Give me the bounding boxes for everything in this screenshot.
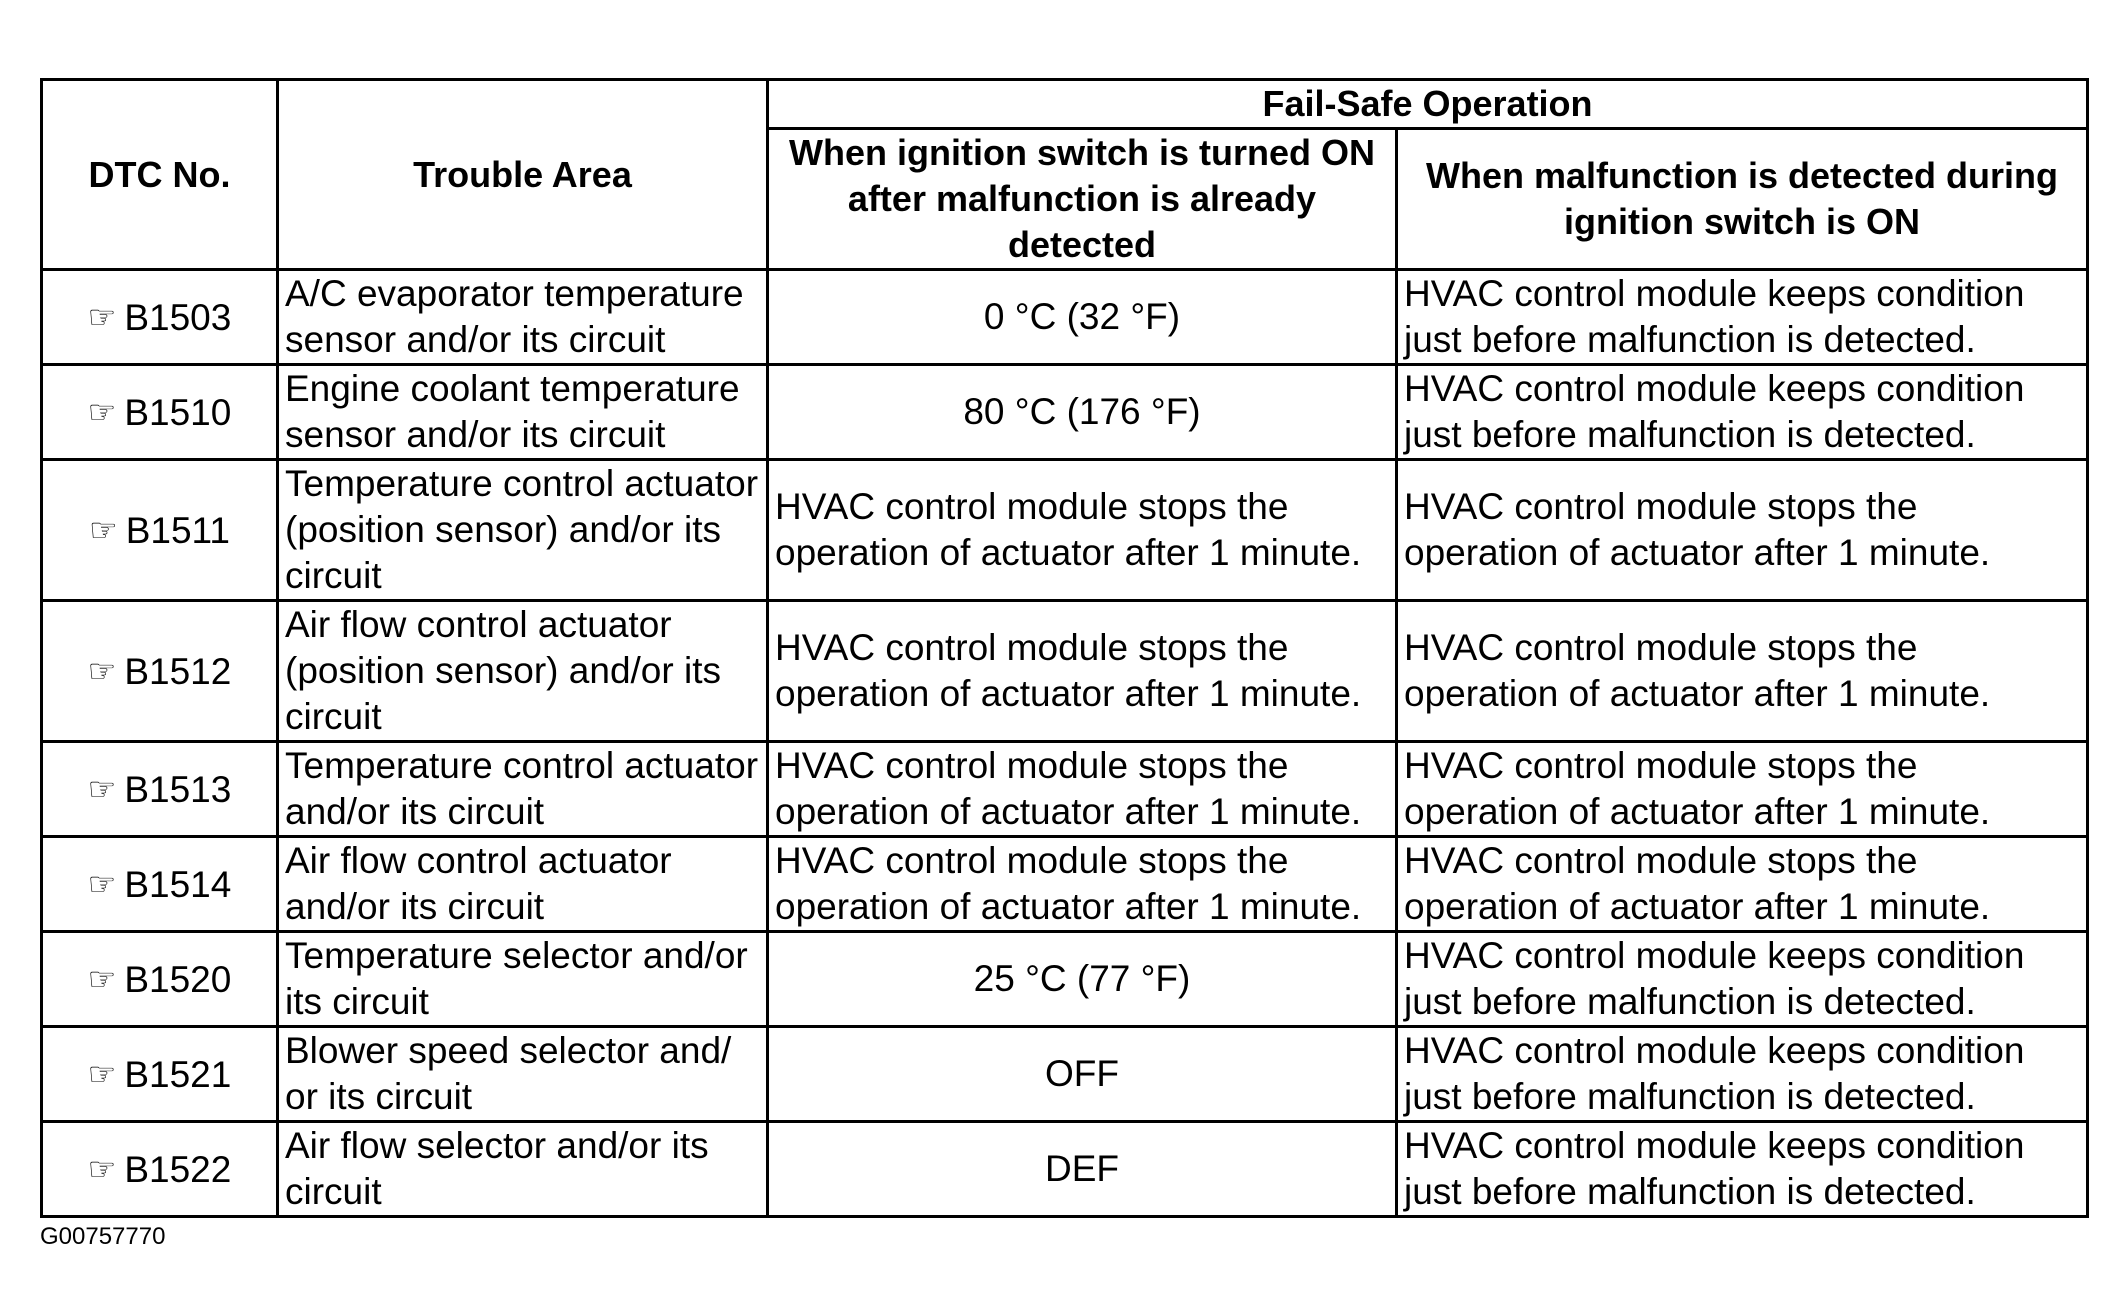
dtc-cell[interactable] <box>42 742 278 837</box>
fail-safe-during-on-cell: HVAC control module stops the operation of actuator after 1 minute. <box>1397 460 2088 601</box>
dtc-code: B1522 <box>124 1148 232 1190</box>
trouble-area-cell: Blower speed selector and/ or its circuit <box>278 1027 768 1122</box>
fail-safe-during-on-cell: HVAC control module keeps condition just before malfunction is detected. <box>1397 365 2088 460</box>
pointing-hand-icon: ☞ <box>87 770 117 807</box>
dtc-code: B1503 <box>124 296 232 338</box>
table-row <box>42 365 2088 460</box>
table-row <box>42 1027 2088 1122</box>
fail-safe-during-on-cell: HVAC control module stops the operation of actuator after 1 minute. <box>1397 601 2088 742</box>
dtc-cell[interactable] <box>42 460 278 601</box>
fail-safe-during-on-cell: HVAC control module keeps condition just before malfunction is detected. <box>1397 932 2088 1027</box>
pointing-hand-icon: ☞ <box>87 652 117 689</box>
dtc-cell[interactable] <box>42 601 278 742</box>
fail-safe-on-after-cell: DEF <box>768 1122 1397 1217</box>
header-when-on-after-malfunction: When ignition switch is turned ON after malfunction is already detected <box>768 129 1397 270</box>
pointing-hand-icon: ☞ <box>87 960 117 997</box>
fail-safe-during-on-cell: HVAC control module keeps condition just before malfunction is detected. <box>1397 1027 2088 1122</box>
fail-safe-during-on-cell: HVAC control module stops the operation of actuator after 1 minute. <box>1397 742 2088 837</box>
table-row <box>42 460 2088 601</box>
dtc-cell[interactable] <box>42 365 278 460</box>
dtc-code: B1514 <box>124 863 232 905</box>
fail-safe-on-after-cell: 80 °C (176 °F) <box>768 365 1397 460</box>
header-dtc-no: DTC No. <box>42 80 278 270</box>
dtc-cell[interactable] <box>42 932 278 1027</box>
table-row <box>42 742 2088 837</box>
trouble-area-cell: Engine coolant temperature sensor and/or its circuit <box>278 365 768 460</box>
trouble-area-cell: A/C evaporator temperature sensor and/or its circuit <box>278 270 768 365</box>
fail-safe-during-on-cell: HVAC control module keeps condition just before malfunction is detected. <box>1397 270 2088 365</box>
fail-safe-table <box>40 78 2089 1218</box>
table-row <box>42 1122 2088 1217</box>
fail-safe-on-after-cell: 0 °C (32 °F) <box>768 270 1397 365</box>
table-row <box>42 837 2088 932</box>
dtc-cell[interactable] <box>42 270 278 365</box>
fail-safe-on-after-cell: OFF <box>768 1027 1397 1122</box>
fail-safe-on-after-cell: 25 °C (77 °F) <box>768 932 1397 1027</box>
pointing-hand-icon: ☞ <box>89 511 118 548</box>
trouble-area-cell: Temperature control actuator (position sensor) and/or its circuit <box>278 460 768 601</box>
fail-safe-on-after-cell: HVAC control module stops the operation of actuator after 1 minute. <box>768 742 1397 837</box>
table-row <box>42 932 2088 1027</box>
trouble-area-cell: Air flow selector and/or its circuit <box>278 1122 768 1217</box>
dtc-code: B1513 <box>124 768 232 810</box>
pointing-hand-icon: ☞ <box>87 1150 117 1187</box>
header-fail-safe-operation: Fail-Safe Operation <box>768 80 2088 129</box>
fail-safe-on-after-cell: HVAC control module stops the operation of actuator after 1 minute. <box>768 837 1397 932</box>
pointing-hand-icon: ☞ <box>87 298 117 335</box>
fail-safe-during-on-cell: HVAC control module keeps condition just before malfunction is detected. <box>1397 1122 2088 1217</box>
dtc-code: B1521 <box>124 1053 232 1095</box>
fail-safe-on-after-cell: HVAC control module stops the operation of actuator after 1 minute. <box>768 460 1397 601</box>
header-trouble-area: Trouble Area <box>278 80 768 270</box>
dtc-code: B1520 <box>124 958 232 1000</box>
trouble-area-cell: Air flow control actuator (position sensor) and/or its circuit <box>278 601 768 742</box>
trouble-area-cell: Temperature selector and/or its circuit <box>278 932 768 1027</box>
dtc-code: B1510 <box>124 391 232 433</box>
header-row-1 <box>42 80 2088 129</box>
fail-safe-during-on-cell: HVAC control module stops the operation of actuator after 1 minute. <box>1397 837 2088 932</box>
pointing-hand-icon: ☞ <box>87 865 117 902</box>
fail-safe-on-after-cell: HVAC control module stops the operation of actuator after 1 minute. <box>768 601 1397 742</box>
dtc-cell[interactable] <box>42 1027 278 1122</box>
pointing-hand-icon: ☞ <box>87 393 117 430</box>
table-row <box>42 270 2088 365</box>
header-when-detected-during-on: When malfunction is detected during ignition switch is ON <box>1397 129 2088 270</box>
pointing-hand-icon: ☞ <box>87 1055 117 1092</box>
dtc-cell[interactable] <box>42 837 278 932</box>
dtc-code: B1511 <box>125 509 230 551</box>
trouble-area-cell: Air flow control actuator and/or its circuit <box>278 837 768 932</box>
trouble-area-cell: Temperature control actuator and/or its circuit <box>278 742 768 837</box>
dtc-cell[interactable] <box>42 1122 278 1217</box>
figure-id-label: G00757770 <box>40 1223 166 1250</box>
table-row <box>42 601 2088 742</box>
dtc-code: B1512 <box>124 650 232 692</box>
